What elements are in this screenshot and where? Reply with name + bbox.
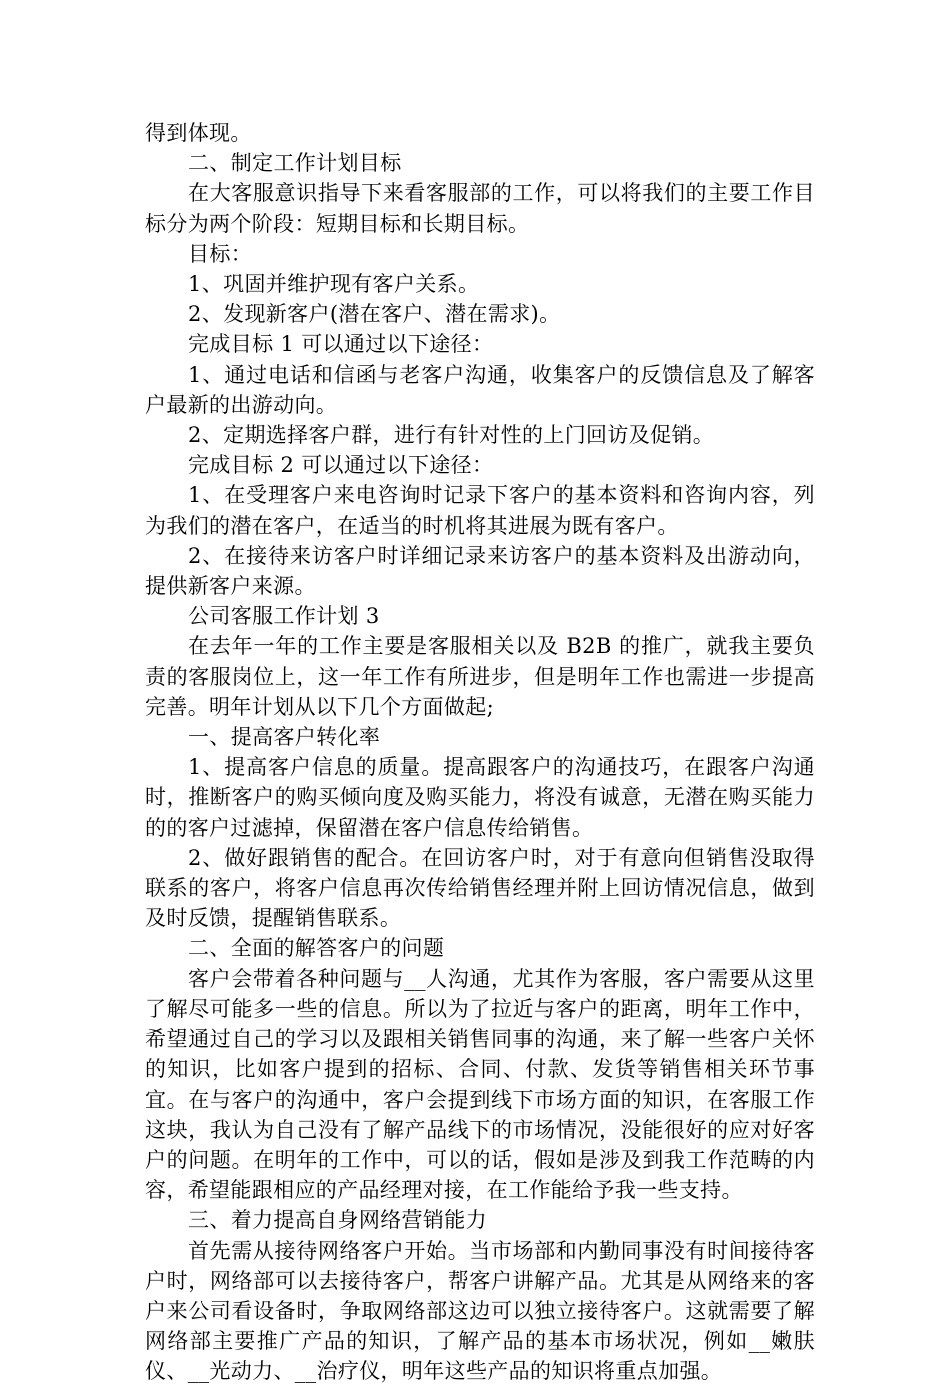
list-item: 2、做好跟销售的配合。在回访客户时，对于有意向但销售没取得联系的客户，将客户信息再次传给销售经理并附上回访情况信息，做到及时反馈，提醒销售联系。 (145, 845, 815, 931)
list-item: 1、巩固并维护现有客户关系。 (188, 272, 480, 297)
section-heading: 一、提高客户转化率 (188, 725, 381, 750)
paragraph: 在大客服意识指导下来看客服部的工作，可以将我们的主要工作目标分为两个阶段：短期目标和长期目标。 (145, 181, 815, 236)
paragraph: 在去年一年的工作主要是客服相关以及 B2B 的推广，就我主要负责的客服岗位上，这一年工作有所进步，但是明年工作也需进一步提高完善。明年计划从以下几个方面做起; (145, 634, 815, 719)
paragraph: 首先需从接待网络客户开始。当市场部和内勤同事没有时间接待客户时，网络部可以去接待客户，帮客户讲解产品。尤其是从网络来的客户来公司看设备时，争取网络部这边可以独立接待客户。这就需要了解网络部主要推广产品的知识，了解产品的基本市场状况，例如__嫩肤仪、__光动力、__治疗仪，明年这些产品的知识将重点加强。 (145, 1238, 815, 1384)
section-heading: 三、着力提高自身网络营销能力 (188, 1208, 487, 1233)
list-item: 2、发现新客户(潜在客户、潜在需求)。 (188, 302, 561, 327)
paragraph: 完成目标 1 可以通过以下途径： (188, 332, 494, 357)
paragraph: 客户会带着各种问题与__人沟通，尤其作为客服，客户需要从这里了解尽可能多一些的信息。所以为了拉近与客户的距离，明年工作中，希望通过自己的学习以及跟相关销售同事的沟通，来了解一些客户关怀的知识，比如客户提到的招标、合同、付款、发货等销售相关环节事宜。在与客户的沟通中，客户会提到线下市场方面的知识，在客服工作这块，我认为自己没有了解产品线下的市场情况，没能很好的应对好客户的问题。在明年的工作中，可以的话，假如是涉及到我工作范畴的内容，希望能跟相应的产品经理对接，在工作能给予我一些支持。 (145, 966, 815, 1203)
list-item: 1、在受理客户来电咨询时记录下客户的基本资料和咨询内容，列为我们的潜在客户，在适当的时机将其进展为既有客户。 (145, 483, 815, 538)
list-item: 1、通过电话和信函与老客户沟通，收集客户的反馈信息及了解客户最新的出游动向。 (145, 362, 815, 417)
section-heading: 公司客服工作计划 3 (188, 604, 380, 629)
section-heading: 二、制定工作计划目标 (188, 151, 402, 176)
section-heading: 二、全面的解答客户的问题 (188, 936, 445, 961)
paragraph: 目标： (188, 241, 253, 266)
list-item: 1、提高客户信息的质量。提高跟客户的沟通技巧，在跟客户沟通时，推断客户的购买倾向度及购买能力，将没有诚意，无潜在购买能力的的客户过滤掉，保留潜在客户信息传给销售。 (145, 755, 815, 840)
list-item: 2、在接待来访客户时详细记录来访客户的基本资料及出游动向，提供新客户来源。 (145, 543, 815, 599)
paragraph: 得到体现。 (145, 121, 252, 145)
list-item: 2、定期选择客户群，进行有针对性的上门回访及促销。 (188, 423, 715, 448)
paragraph: 完成目标 2 可以通过以下途径： (188, 453, 494, 478)
document-page (145, 118, 815, 1387)
